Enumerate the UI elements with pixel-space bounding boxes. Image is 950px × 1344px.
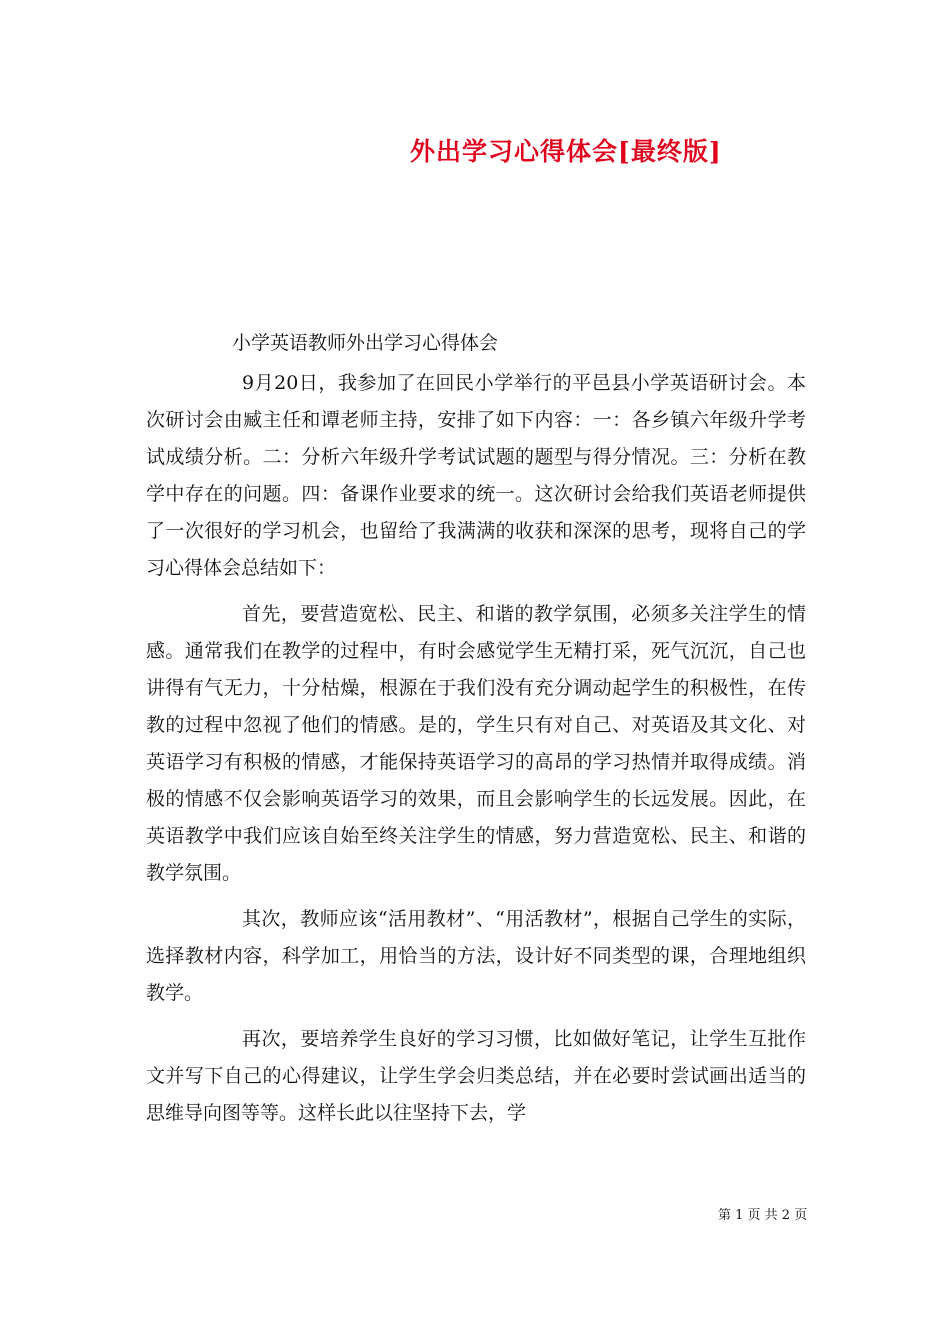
paragraph-second: 其次，教师应该“活用教材”、“用活教材”，根据自己学生的实际，选择教材内容，科学加工，用恰当的方法，设计好不同类型的课，合理地组织教学。 [146,908,806,1004]
document-body [146,365,806,1141]
page-footer: 第 1 页 共 2 页 [718,1208,808,1223]
paragraph-first: 首先，要营造宽松、民主、和谐的教学氛围，必须多关注学生的情感。通常我们在教学的过程中，有时会感觉学生无精打采，死气沉沉，自己也讲得有气无力，十分枯燥，根源在于我们没有充分调动起学生的积极性，在传教的过程中忽视了他们的情感。是的，学生只有对自己、对英语及其文化、对英语学习有积极的情感，才能保持英语学习的高昂的学习热情并取得成绩。消极的情感不仅会影响英语学习的效果，而且会影响学生的长远发展。因此，在英语教学中我们应该自始至终关注学生的情感，努力营造宽松、民主、和谐的教学氛围。 [146,603,806,884]
document-subtitle: 小学英语教师外出学习心得体会 [232,332,499,354]
paragraph-third: 再次，要培养学生良好的学习习惯，比如做好笔记，让学生互批作文并写下自己的心得建议，让学生学会归类总结，并在必要时尝试画出适当的思维导向图等等。这样长此以往坚持下去，学 [146,1028,806,1124]
paragraph-intro: 9月20日，我参加了在回民小学举行的平邑县小学英语研讨会。本次研讨会由臧主任和谭老师主持，安排了如下内容：一：各乡镇六年级升学考试成绩分析。二：分析六年级升学考试试题的题型与得分情况。三：分析在教学中存在的问题。四：备课作业要求的统一。这次研讨会给我们英语老师提供了一次很好的学习机会，也留给了我满满的收获和深深的思考，现将自己的学习心得体会总结如下： [146,372,806,579]
document-title: 外出学习心得体会[最终版] [410,137,722,166]
